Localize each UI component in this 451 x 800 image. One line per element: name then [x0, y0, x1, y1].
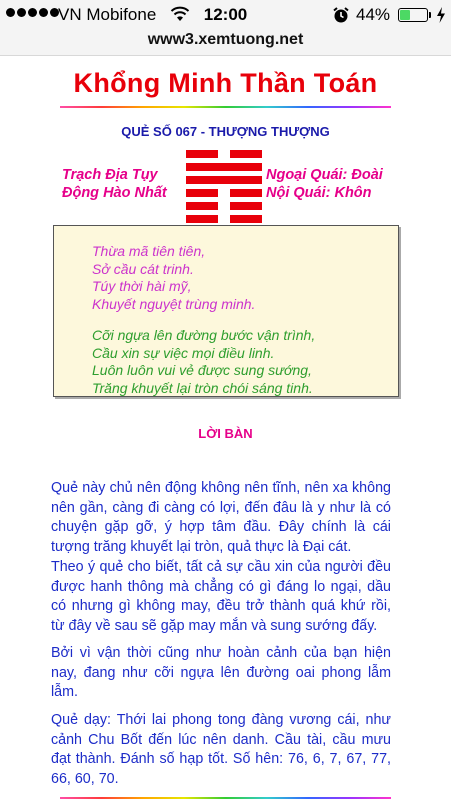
ngoai-quai: Ngoại Quái: Đoài [266, 167, 383, 183]
carrier-name: VN Mobifone [58, 5, 157, 24]
battery-icon [398, 8, 428, 22]
commentary-paragraph: Quẻ dạy: Thới lai phong tong đàng vương cái, như cảnh Chu Bốt đến lúc nên danh. Cầu tài, cầu mưu đạt thành. Đánh số hạp tốt. Số hên: 76, 6, 7, 67, 77, 66, 60, 70. [51, 712, 391, 787]
poem-line: Trăng khuyết lại tròn chói sáng tinh. [92, 379, 313, 396]
hexagram-icon [186, 150, 262, 226]
battery-percent: 44% [356, 5, 391, 24]
battery-cap [429, 12, 431, 18]
page-title: Khổng Minh Thần Toán [73, 68, 378, 98]
que-name-block [62, 166, 167, 202]
alarm-icon [332, 6, 350, 24]
que-title: QUẺ SỐ 067 - THƯỢNG THƯỢNG [121, 124, 330, 139]
battery-level [400, 10, 410, 20]
poem-box [53, 225, 399, 397]
poem-line: Túy thời hài mỹ, [92, 278, 192, 294]
commentary-paragraph: Theo ý quẻ cho biết, tất cả sự cầu xin của người đều được hanh thông mà chẳng có gì đáng lo ngại, dầu có nhưng gì không may, đều trở thành quá khứ rồi, từ đây về sau sẽ gặp may mắn và sung sướng đấy. [51, 559, 391, 634]
clock: 12:00 [203, 5, 248, 24]
poem-line: Khuyết nguyệt trùng minh. [92, 295, 256, 312]
poem-han-viet [92, 243, 255, 313]
charging-icon [436, 6, 446, 24]
trigram-block [266, 166, 383, 202]
poem-line: Sở cầu cát trinh. [92, 260, 194, 277]
commentary-paragraph: Quẻ này chủ nên động không nên tĩnh, nên xa không nên gần, càng đi càng có lợi, đến đâu là y như là có chuyện gặp gỡ, ý hợp tâm đầu. Đây chính là cái tượng trăng khuyết lại tròn, quả thực là Đại cát. [51, 480, 391, 555]
rainbow-divider-bottom [60, 797, 391, 799]
noi-quai: Nội Quái: Khôn [266, 185, 372, 201]
poem-line: Luôn luôn vui vẻ được sung sướng, [92, 362, 312, 378]
poem-line: Cầu xin sự việc mọi điều linh. [92, 344, 275, 361]
status-bar [0, 0, 451, 30]
poem-line: Cỡi ngựa lên đường bước vận trình, [92, 327, 316, 343]
url-bar[interactable]: www3.xemtuong.net [0, 30, 451, 56]
commentary-paragraph: Bởi vì vận thời cũng như hoàn cảnh của bạn hiện nay, đang như cỡi ngựa lên đường oai phong lẫm lẫm. [51, 645, 391, 701]
rainbow-divider-top [60, 106, 391, 108]
que-name: Trạch Địa Tụy [62, 167, 158, 183]
section-heading: LỜI BÀN [198, 426, 253, 441]
dong-hao: Động Hào Nhất [62, 185, 167, 201]
poem-line: Thừa mã tiên tiên, [92, 243, 206, 259]
poem-translation [92, 327, 315, 397]
